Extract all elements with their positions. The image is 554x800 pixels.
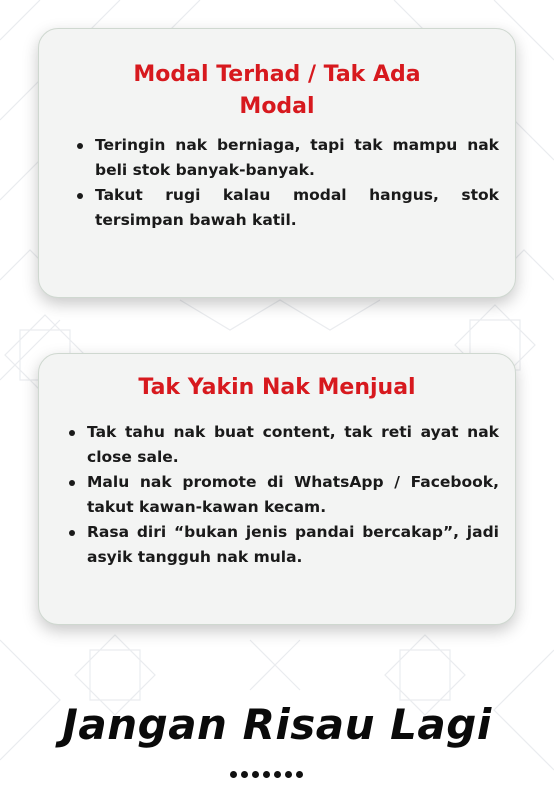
bullet-dot-icon [69,480,75,486]
bullet-item [69,470,499,520]
bullet-dot-icon [69,430,75,436]
dot-icon [274,771,281,778]
dot-icon [241,771,248,778]
dot-icon [230,771,237,778]
dot-icon [296,771,303,778]
bullet-text: Malu nak promote di WhatsApp / Facebook, takut kawan-kawan kecam. [87,473,499,516]
card-title: Tak Yakin Nak Menjual [138,375,416,400]
bullet-dot-icon [69,530,75,536]
bullet-item [69,520,499,570]
bullet-text: Tak tahu nak buat content, tak reti ayat nak close sale. [87,423,499,466]
bullet-dot-icon [77,193,83,199]
closing-heading: Jangan Risau Lagi [62,700,492,749]
bullet-text: Teringin nak berniaga, tapi tak mampu nak beli stok banyak-banyak. [95,136,499,179]
bullet-item [77,183,499,233]
bullet-text: Rasa diri “bukan jenis pandai bercakap”, jadi asyik tangguh nak mula. [87,523,499,566]
bullet-list [69,420,499,570]
bullet-item [77,133,499,183]
bullet-item [69,420,499,470]
dot-icon [285,771,292,778]
bullet-text: Takut rugi kalau modal hangus, stok tersimpan bawah katil. [95,186,499,229]
bullet-list [77,133,499,233]
bullet-dot-icon [77,143,83,149]
problem-card-selling [38,353,516,625]
problem-card-modal [38,28,516,298]
decorative-dots [230,771,303,778]
dot-icon [252,771,259,778]
dot-icon [263,771,270,778]
card-title: Modal Terhad / Tak Ada Modal [133,62,421,119]
